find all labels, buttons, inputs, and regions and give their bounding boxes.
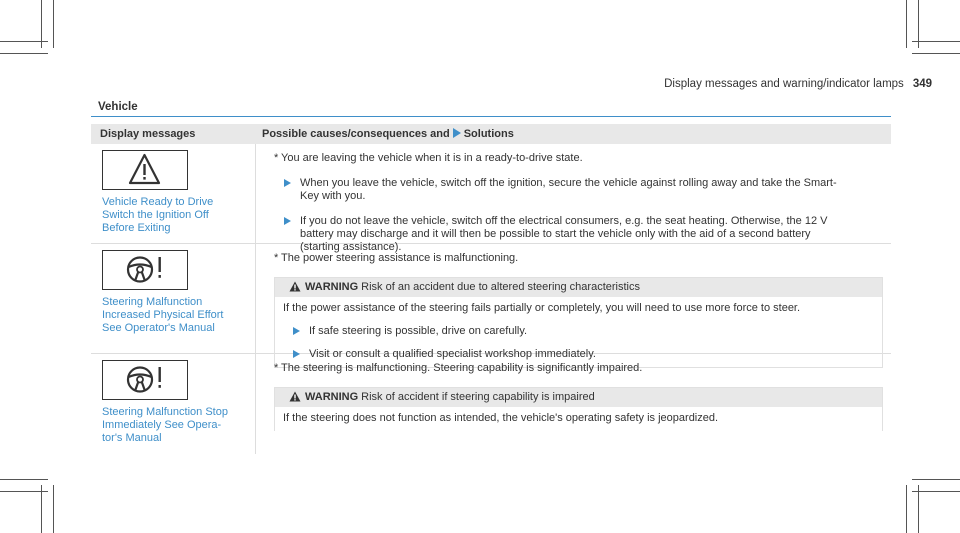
warning-body [275, 407, 882, 431]
display-message-line: Steering Malfunction Stop [102, 406, 228, 418]
table-row [91, 244, 891, 360]
warning-sign-icon [289, 281, 301, 292]
solution-line: battery may discharge and it will then be possible to start the vehicle only with the aid of a second battery [300, 228, 811, 240]
display-message [102, 196, 213, 235]
solution-step [262, 177, 883, 203]
col-causes-header [262, 128, 514, 140]
warning-sign-icon [289, 391, 301, 402]
crop-mark [53, 0, 54, 48]
solution-line: (starting assistance). [300, 241, 402, 253]
running-header [664, 78, 932, 90]
display-message-line: Before Exiting [102, 222, 171, 234]
solution-line: If you do not leave the vehicle, switch off the electrical consumers, e.g. the seat heating. Otherwise, the 12 V [300, 215, 828, 227]
solution-step [283, 325, 874, 338]
cause-text: The power steering assistance is malfunctioning. [281, 252, 519, 264]
solution-arrow-icon [453, 128, 461, 138]
solution-arrow-icon [293, 327, 300, 335]
solution-line: If safe steering is possible, drive on carefully. [309, 325, 528, 337]
warning-header [275, 278, 882, 297]
crop-mark [906, 0, 907, 48]
causes-cell [262, 362, 883, 431]
display-message [102, 296, 223, 335]
display-message-line: See Operator's Manual [102, 322, 215, 334]
crop-mark [0, 41, 48, 42]
section-rule [91, 116, 891, 117]
col-causes-header-text: Possible causes/consequences and [262, 128, 450, 140]
warning-header [275, 388, 882, 407]
warning-box [274, 387, 883, 431]
warning-text: If the steering does not function as intended, the vehicle's operating safety is jeopardized. [283, 412, 719, 424]
solution-line: Visit or consult a qualified specialist workshop immediately. [309, 348, 596, 360]
crop-mark [41, 485, 42, 533]
steering-wheel-warning-icon [102, 250, 188, 290]
footnote-star: * [274, 152, 279, 164]
display-message-line: Increased Physical Effort [102, 309, 224, 321]
solution-arrow-icon [284, 217, 291, 225]
column-divider [255, 144, 256, 244]
solution-line: Key with you. [300, 190, 366, 202]
table-header [91, 124, 891, 144]
crop-mark [906, 485, 907, 533]
display-message-line: Steering Malfunction [102, 296, 203, 308]
running-title: Display messages and warning/indicator lamps [664, 78, 904, 90]
column-divider [255, 354, 256, 454]
warning-title: Risk of accident if steering capability is impaired [361, 391, 595, 403]
cause-paragraph [262, 152, 883, 165]
page-number: 349 [912, 78, 932, 90]
warning-text: If the power assistance of the steering fails partially or completely, you will need to use more force to steer. [283, 302, 801, 314]
causes-cell [262, 252, 883, 368]
warning-triangle-icon [102, 150, 188, 190]
footnote-star: * [274, 252, 279, 264]
crop-mark [912, 491, 960, 492]
crop-mark [0, 491, 48, 492]
cause-text: You are leaving the vehicle when it is in a ready-to-drive state. [281, 152, 583, 164]
crop-mark [53, 485, 54, 533]
table-row [91, 144, 891, 253]
crop-mark [912, 41, 960, 42]
warning-label: WARNING [305, 281, 359, 293]
crop-mark [0, 53, 48, 54]
table-row [91, 354, 891, 454]
solution-line: When you leave the vehicle, switch off the ignition, secure the vehicle against rolling away and take the Smart- [300, 177, 837, 189]
causes-cell [262, 152, 883, 254]
column-divider [255, 244, 256, 354]
crop-mark [918, 485, 919, 533]
warning-label: WARNING [305, 391, 359, 403]
display-message-line: Vehicle Ready to Drive [102, 196, 214, 208]
warning-title: Risk of an accident due to altered steering characteristics [361, 281, 640, 293]
crop-mark [912, 53, 960, 54]
display-message-line: tor's Manual [102, 432, 162, 444]
cause-paragraph [262, 252, 883, 265]
display-message-line: Switch the Ignition Off [102, 209, 209, 221]
crop-mark [0, 479, 48, 480]
steering-wheel-warning-icon [102, 360, 188, 400]
display-message-line: Immediately See Opera- [102, 419, 222, 431]
col-display-messages-header: Display messages [100, 128, 196, 140]
solution-arrow-icon [284, 179, 291, 187]
section-title: Vehicle [98, 101, 138, 113]
crop-mark [912, 479, 960, 480]
footnote-star: * [274, 362, 279, 374]
cause-paragraph [262, 362, 883, 375]
col-solutions-header-text: Solutions [463, 128, 514, 140]
display-message [102, 406, 228, 445]
cause-text: The steering is malfunctioning. Steering capability is significantly impaired. [281, 362, 643, 374]
